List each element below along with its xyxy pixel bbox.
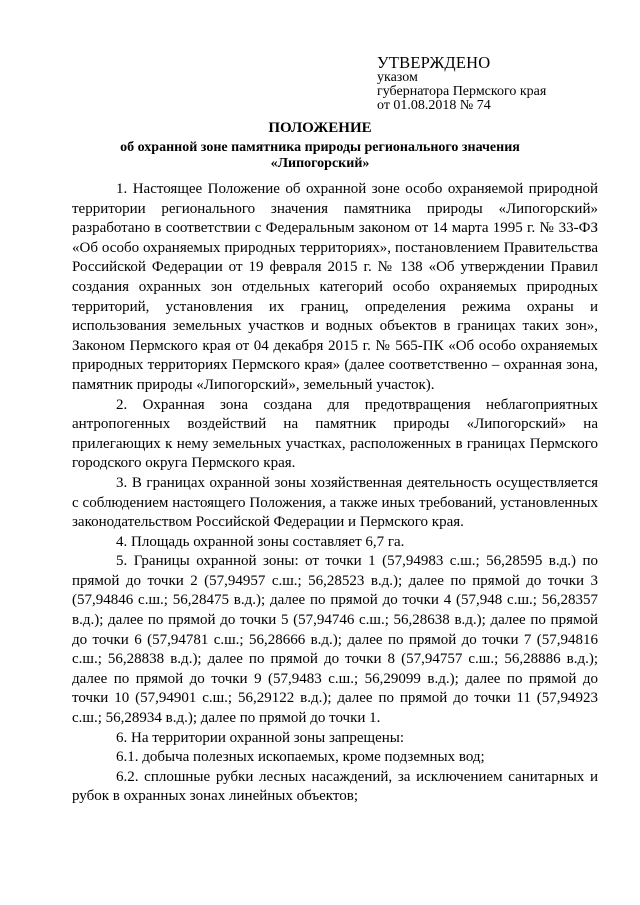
- document-title: ПОЛОЖЕНИЕ: [268, 120, 372, 136]
- paragraph: 3. В границах охранной зоны хозяйственная деятельность осуществляется с соблюдением настоящего Положения, а также иных требований, установленных законодательством Российской Федерации и Пермского края.: [72, 474, 598, 531]
- document-body: [72, 180, 598, 807]
- approval-line: указом: [377, 70, 418, 85]
- paragraph: 4. Площадь охранной зоны составляет 6,7 га.: [116, 533, 405, 550]
- approval-date: от 01.08.2018 № 74: [377, 98, 491, 113]
- approval-stamp: [377, 54, 546, 113]
- paragraph: 6.2. сплошные рубки лесных насаждений, за исключением санитарных и рубок в охранных зонах линейных объектов;: [72, 768, 598, 805]
- paragraph: 1. Настоящее Положение об охранной зоне особо охраняемой природной территории регионального значения памятника природы «Липогорский» разработано в соответствии с Федеральным законом от 14 марта 1995 г. № 33-ФЗ «Об особо охраняемых природных территориях», постановлением Правительства Российской Федерации от 19 февраля 2015 г. № 138 «Об утверждении Правил создания охранных зон отдельных категорий особо охраняемых природных территорий, установления их границ, определения режима охраны и использования земельных участков и водных объектов в границах таких зон», Законом Пермского края от 04 декабря 2015 г. № 565-ПК «Об особо охраняемых природных территориях Пермского края» (далее соответственно – охранная зона, памятник природы «Липогорский», земельный участок).: [72, 181, 598, 393]
- document-subtitle: об охранной зоне памятника природы регионального значения «Липогорский»: [120, 140, 520, 171]
- approval-line: губернатора Пермского края: [377, 84, 547, 99]
- paragraph: 2. Охранная зона создана для предотвращения неблагоприятных антропогенных воздействий на памятник природы «Липогорский» на прилегающих к нему земельных участках, расположенных в границах Пермского городского округа Пермского края.: [72, 396, 598, 472]
- approval-heading: УТВЕРЖДЕНО: [377, 53, 491, 72]
- paragraph: 6.1. добыча полезных ископаемых, кроме подземных вод;: [116, 749, 485, 766]
- paragraph: 5. Границы охранной зоны: от точки 1 (57,94983 с.ш.; 56,28595 в.д.) по прямой до точки 2 (57,94957 с.ш.; 56,28523 в.д.); далее по прямой до точки 3 (57,94846 с.ш.; 56,28475 в.д.); далее по прямой до точки 4 (57,948 с.ш.; 56,28357 в.д.); далее по прямой до точки 5 (57,94746 с.ш.; 56,28638 в.д.); далее по прямой до точки 6 (57,94781 с.ш.; 56,28666 в.д.); далее по прямой до точки 7 (57,94816 с.ш.; 56,28838 в.д.); далее по прямой до точки 8 (57,94757 с.ш.; 56,28886 в.д.); далее по прямой до точки 9 (57,9483 с.ш.; 56,29099 в.д.); далее по прямой до точки 10 (57,94901 с.ш.; 56,29122 в.д.); далее по прямой до точки 11 (57,94923 с.ш.; 56,28934 в.д.); далее по прямой до точки 1.: [72, 553, 598, 727]
- paragraph: 6. На территории охранной зоны запрещены:: [116, 729, 405, 746]
